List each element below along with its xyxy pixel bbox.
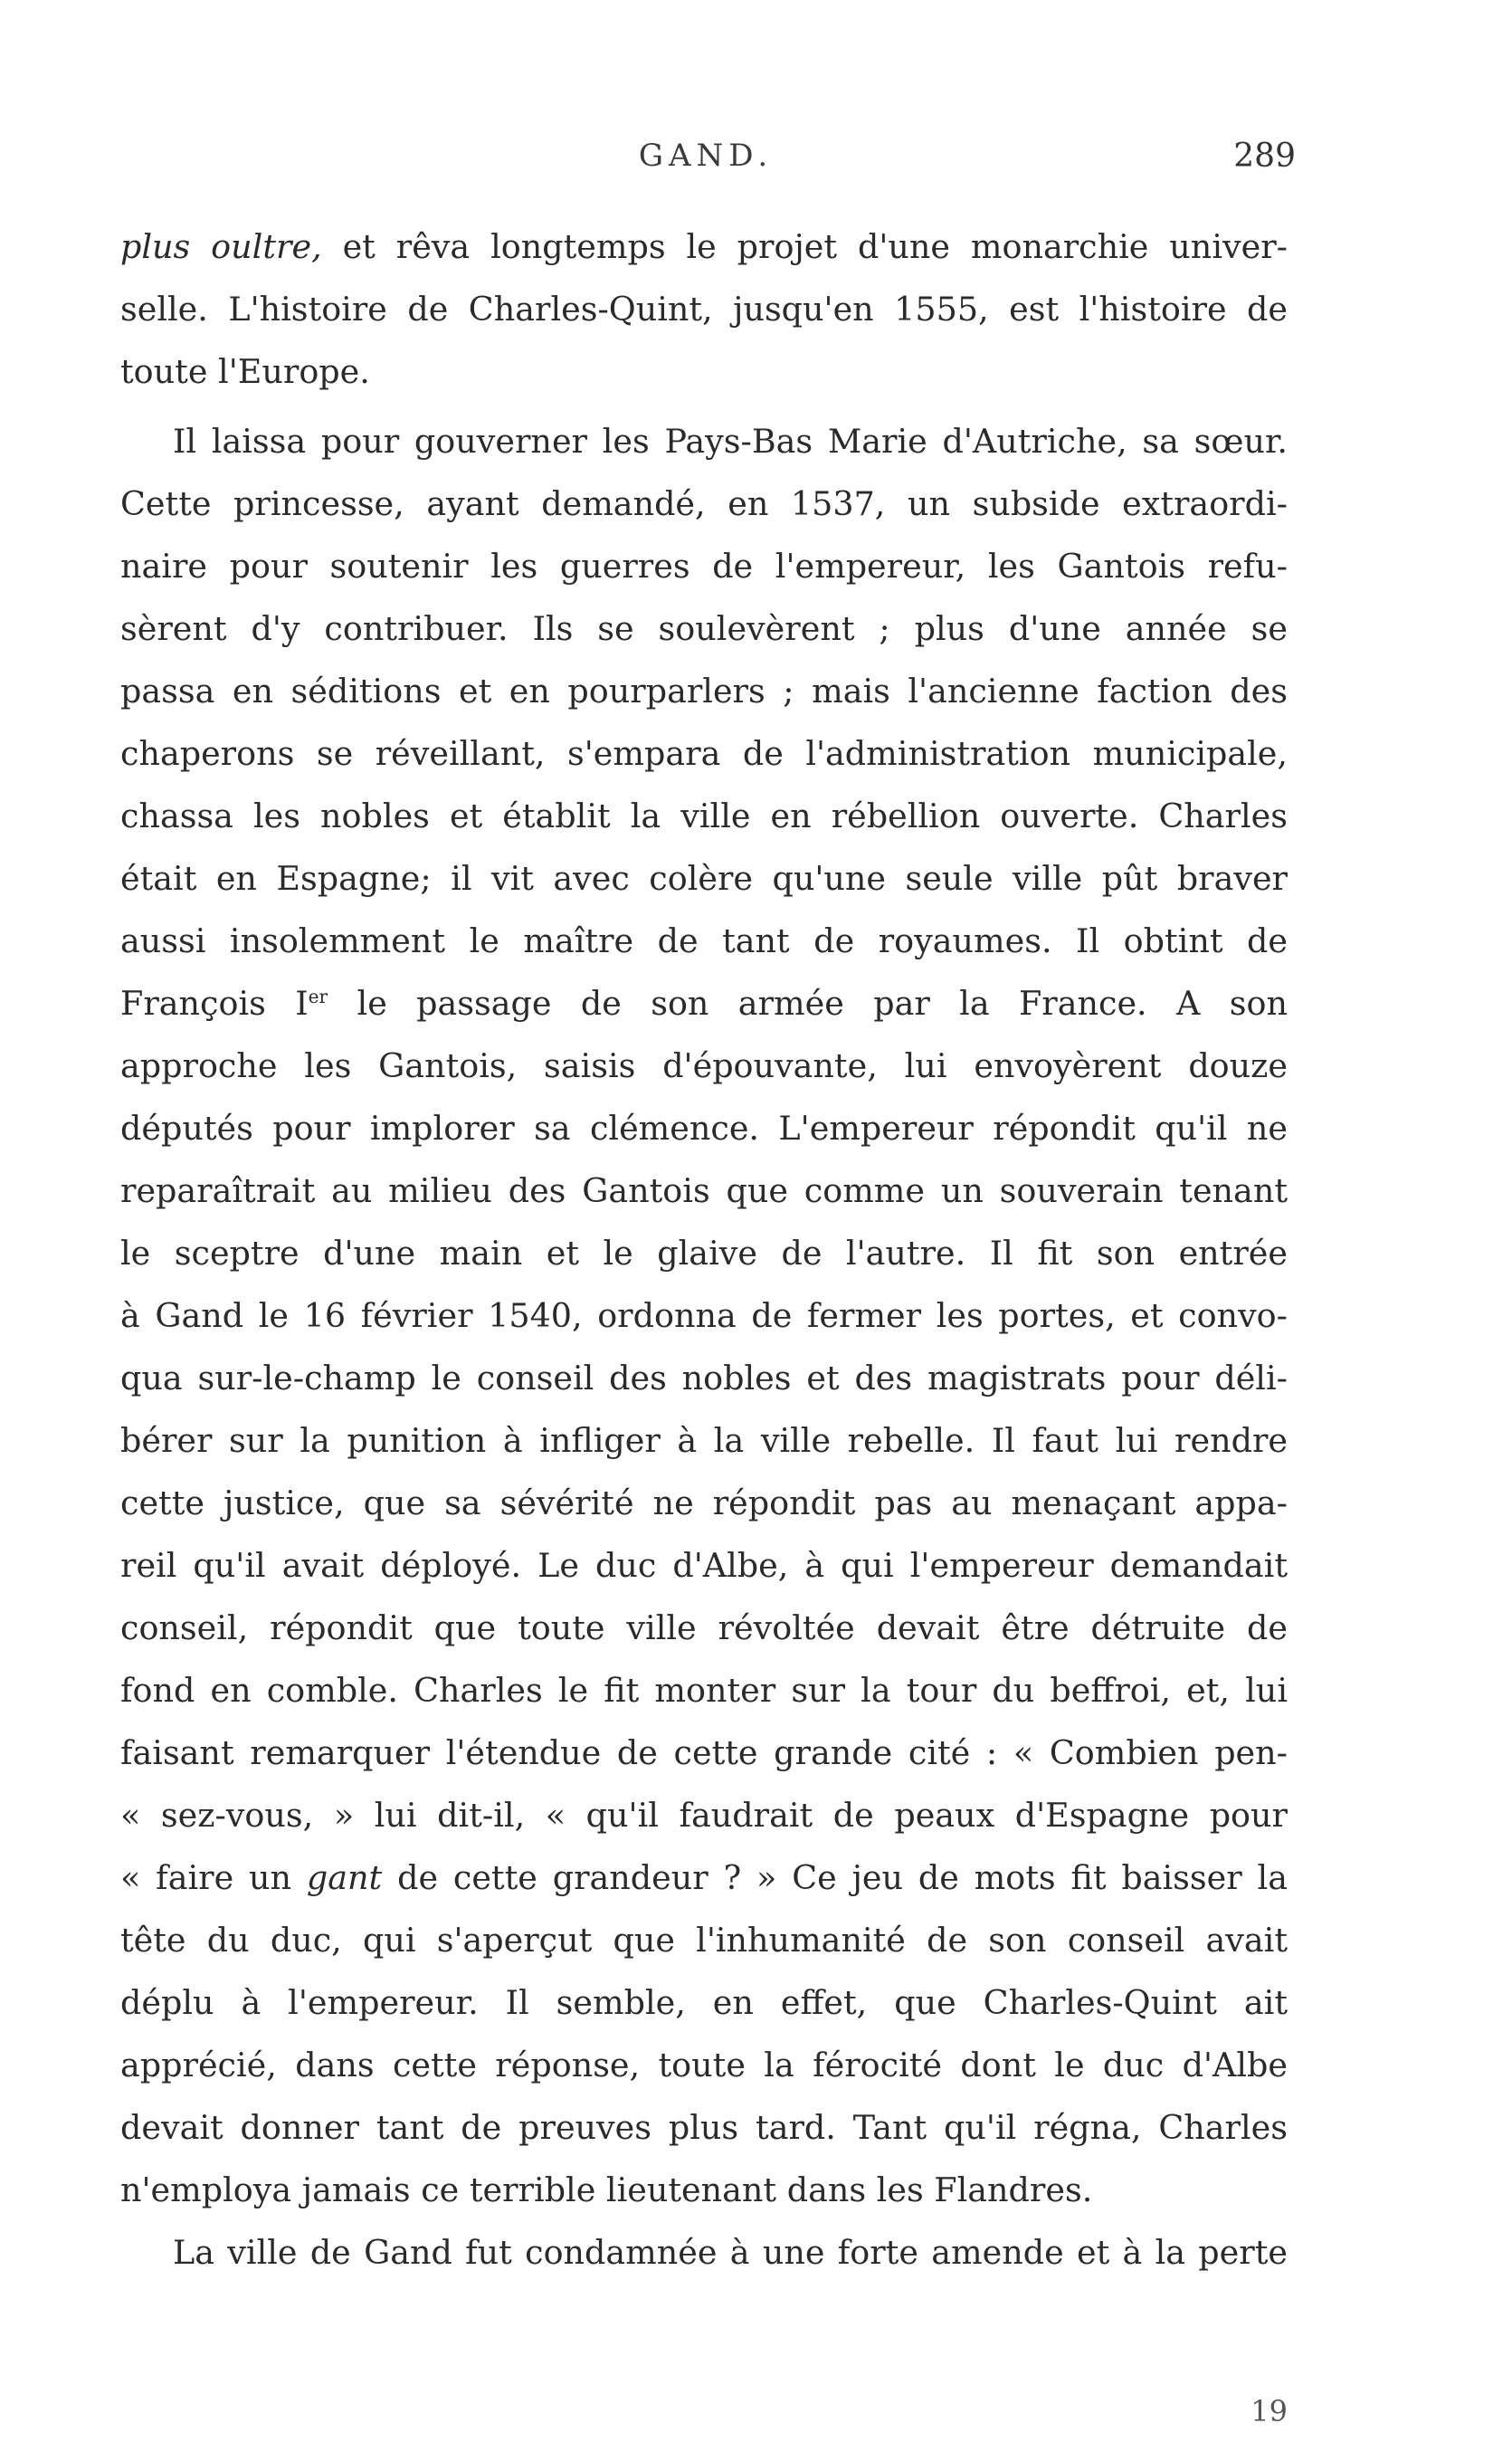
page-number: 289 (1233, 138, 1296, 175)
text-line: selle. L'histoire de Charles-Quint, jusqu'en 1555, est l'histoire de (120, 290, 1288, 329)
text-line: La ville de Gand fut condamnée à une forte amende et à la perte (173, 2233, 1288, 2272)
text-line: députés pour implorer sa clémence. L'empereur répondit qu'il ne (120, 1109, 1288, 1148)
text-line: Il laissa pour gouverner les Pays-Bas Marie d'Autriche, sa sœur. (173, 422, 1288, 461)
body-text (120, 215, 1288, 2284)
text-line: sèrent d'y contribuer. Ils se soulevèrent ; plus d'une année se (120, 609, 1288, 648)
text-line: chassa les nobles et établit la ville en rébellion ouverte. Charles (120, 796, 1288, 835)
text-line: chaperons se réveillant, s'empara de l'administration municipale, (120, 734, 1288, 773)
text-line: devait donner tant de preuves plus tard. Tant qu'il régna, Charles (120, 2108, 1288, 2147)
text-line: plus oultre, et rêva longtemps le projet d'une monarchie univer- (120, 227, 1288, 266)
text-line: approche les Gantois, saisis d'épouvante, lui envoyèrent douze (120, 1046, 1288, 1085)
running-title: GAND. (638, 138, 774, 174)
text-line: Cette princesse, ayant demandé, en 1537, un subside extraordi- (120, 484, 1288, 523)
text-line: faisant remarquer l'étendue de cette grande cité : « Combien pen- (120, 1733, 1288, 1772)
text-line: conseil, répondit que toute ville révoltée devait être détruite de (120, 1608, 1288, 1647)
text-line: reil qu'il avait déployé. Le duc d'Albe, à qui l'empereur demandait (120, 1546, 1288, 1585)
running-head (118, 138, 1294, 183)
text-line: déplu à l'empereur. Il semble, en effet, que Charles-Quint ait (120, 1983, 1288, 2022)
text-line: à Gand le 16 février 1540, ordonna de fermer les portes, et convo- (120, 1296, 1288, 1335)
text-line: passa en séditions et en pourparlers ; mais l'ancienne faction des (120, 672, 1288, 711)
text-line: le sceptre d'une main et le glaive de l'autre. Il fit son entrée (120, 1234, 1288, 1273)
text-line: était en Espagne; il vit avec colère qu'une seule ville pût braver (120, 859, 1288, 898)
text-line: bérer sur la punition à infliger à la ville rebelle. Il faut lui rendre (120, 1421, 1288, 1460)
text-line: reparaîtrait au milieu des Gantois que comme un souverain tenant (120, 1171, 1288, 1210)
text-line: « sez-vous, » lui dit-il, « qu'il faudrait de peaux d'Espagne pour (120, 1796, 1288, 1835)
text-line: naire pour soutenir les guerres de l'empereur, les Gantois refu- (120, 547, 1288, 586)
text-line: cette justice, que sa sévérité ne répondit pas au menaçant appa- (120, 1483, 1288, 1522)
text-line: François Ier le passage de son armée par la France. A son (120, 984, 1288, 1023)
text-line: « faire un gant de cette grandeur ? » Ce jeu de mots fit baisser la (120, 1858, 1288, 1897)
text-line: aussi insolemment le maître de tant de royaumes. Il obtint de (120, 921, 1288, 960)
text-line: apprécié, dans cette réponse, toute la férocité dont le duc d'Albe (120, 2046, 1288, 2084)
text-line: toute l'Europe. (120, 352, 370, 391)
text-line: tête du duc, qui s'aperçut que l'inhumanité de son conseil avait (120, 1921, 1288, 1960)
text-line: n'employa jamais ce terrible lieutenant dans les Flandres. (120, 2170, 1093, 2209)
signature-mark: 19 (1250, 2394, 1288, 2428)
text-line: qua sur-le-champ le conseil des nobles et des magistrats pour déli- (120, 1359, 1288, 1397)
text-line: fond en comble. Charles le fit monter sur la tour du beffroi, et, lui (120, 1671, 1288, 1710)
